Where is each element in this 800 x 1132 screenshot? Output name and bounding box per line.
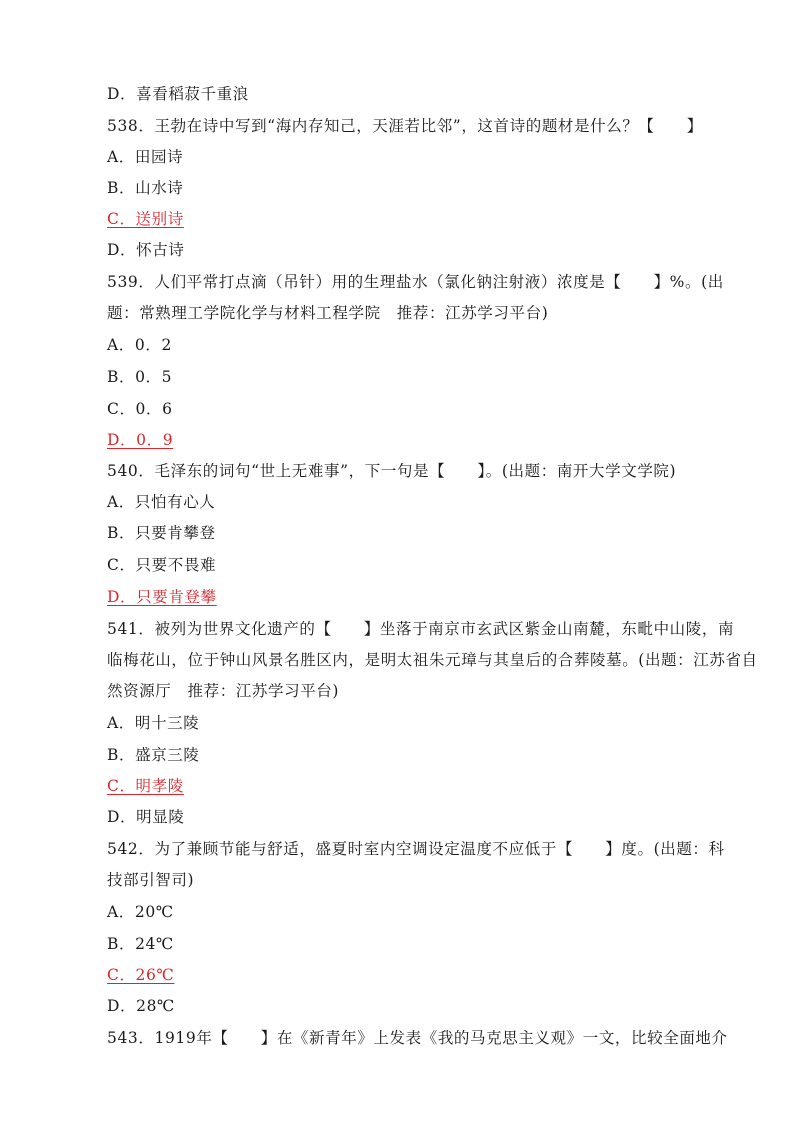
question-542-text-line-2: 技部引智司) — [107, 871, 195, 889]
option-q540-a: A．只怕有心人 — [107, 493, 216, 511]
option-q540-d-correct: D．只要肯登攀 — [107, 588, 217, 606]
option-q539-b: B．0．5 — [107, 368, 173, 386]
option-q538-a: A．田园诗 — [107, 148, 184, 166]
question-539-text-line-1: 539．人们平常打点滴（吊针）用的生理盐水（氯化钠注射液）浓度是【 】%。(出 — [107, 273, 724, 291]
question-538-text: 538．王勃在诗中写到“海内存知己，天涯若比邻”，这首诗的题材是什么？【 】 — [107, 117, 703, 135]
question-541-text-line-1: 541．被列为世界文化遗产的【 】坐落于南京市玄武区紫金山南麓，东毗中山陵，南 — [107, 620, 735, 638]
option-q537-d: D．喜看稻菽千重浪 — [107, 85, 249, 103]
question-541-text-line-2: 临梅花山，位于钟山风景名胜区内，是明太祖朱元璋与其皇后的合葬陵墓。(出题：江苏省自 — [107, 651, 758, 669]
question-540-text: 540．毛泽东的词句“世上无难事”，下一句是【 】。(出题：南开大学文学院) — [107, 462, 677, 480]
option-q539-c: C．0．6 — [107, 400, 173, 418]
option-q541-a: A．明十三陵 — [107, 714, 200, 732]
option-q539-d-correct: D．0．9 — [107, 431, 174, 449]
option-q541-c-correct: C．明孝陵 — [107, 777, 184, 795]
option-q542-a: A．20℃ — [107, 903, 174, 921]
question-541-text-line-3: 然资源厅 推荐：江苏学习平台) — [107, 682, 340, 700]
option-q540-c: C．只要不畏难 — [107, 556, 217, 574]
question-543-text-line-1: 543．1919年【 】在《新青年》上发表《我的马克思主义观》一文，比较全面地介 — [107, 1029, 728, 1047]
option-q542-d: D．28℃ — [107, 997, 175, 1015]
option-q538-b: B．山水诗 — [107, 179, 184, 197]
question-542-text-line-1: 542．为了兼顾节能与舒适，盛夏时室内空调设定温度不应低于【 】度。(出题：科 — [107, 840, 725, 858]
option-q538-c-correct: C．送别诗 — [107, 210, 184, 228]
option-q542-c-correct: C．26℃ — [107, 966, 175, 984]
option-q541-b: B．盛京三陵 — [107, 746, 200, 764]
question-539-text-line-2: 题：常熟理工学院化学与材料工程学院 推荐：江苏学习平台) — [107, 304, 549, 322]
option-q540-b: B．只要肯攀登 — [107, 524, 216, 542]
option-q538-d: D．怀古诗 — [107, 241, 185, 259]
option-q539-a: A．0．2 — [107, 336, 172, 354]
option-q542-b: B．24℃ — [107, 935, 174, 953]
option-q541-d: D．明显陵 — [107, 808, 185, 826]
